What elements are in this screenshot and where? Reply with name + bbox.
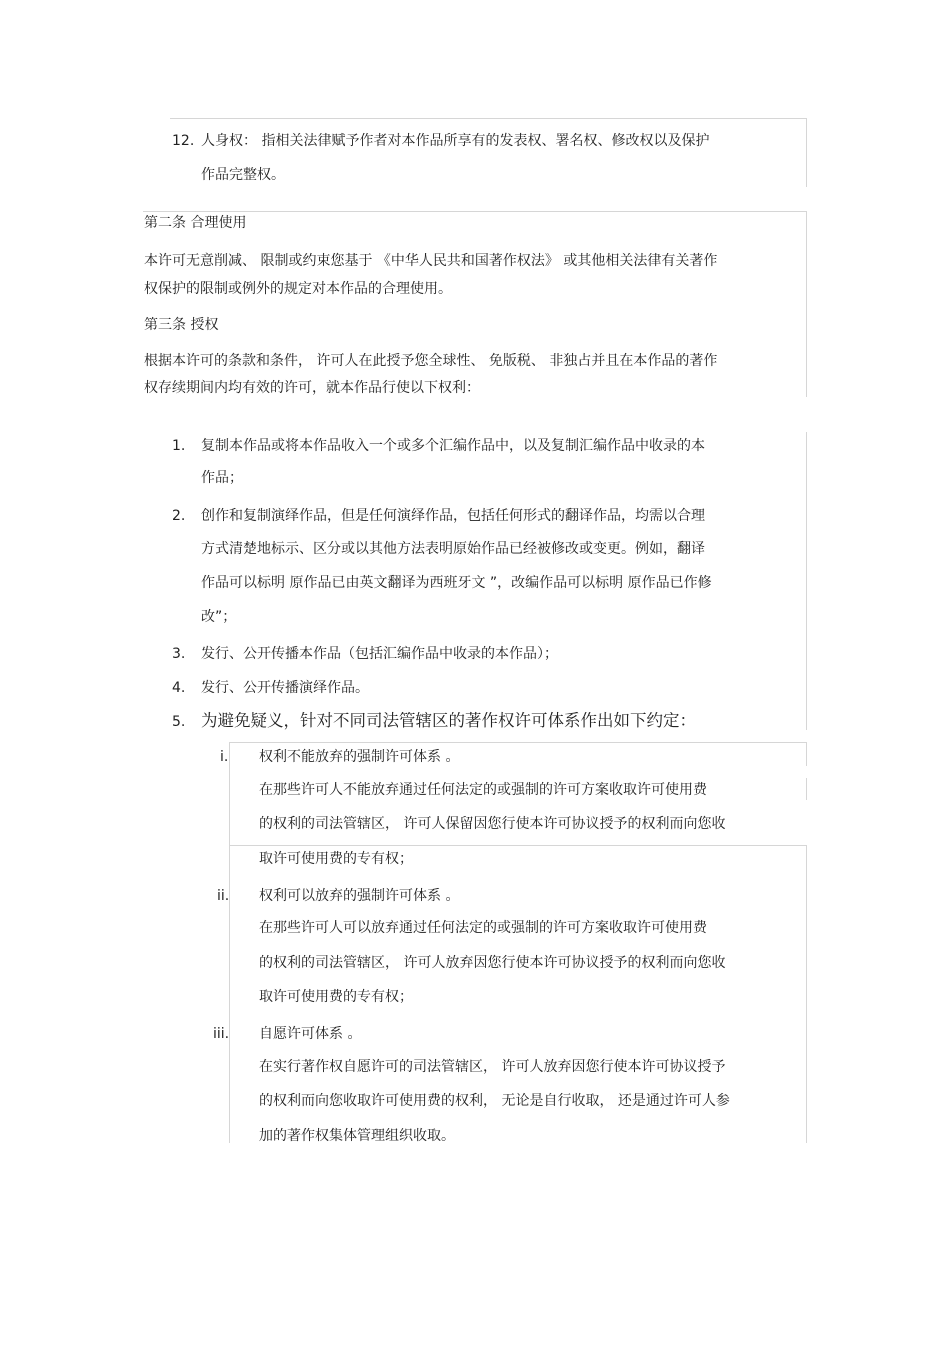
sub-item-title: 自愿许可体系 。 <box>259 1026 362 1042</box>
rule <box>806 778 807 800</box>
article-heading: 第三条 授权 <box>144 317 219 333</box>
paragraph-line: 权保护的限制或例外的规定对本作品的合理使用。 <box>144 281 452 297</box>
sub-item-line: 的权利而向您收取许可使用费的权利， 无论是自行收取， 还是通过许可人参 <box>259 1093 730 1109</box>
rule <box>170 118 807 119</box>
paragraph-line: 权存续期间内均有效的许可，就本作品行使以下权利： <box>144 380 480 396</box>
item-number: 12. <box>172 133 195 149</box>
list-item-line: 作品； <box>201 470 243 486</box>
list-item-line: 发行、公开传播本作品（包括汇编作品中收录的本作品）； <box>201 646 558 662</box>
paragraph-line: 本许可无意削减、 限制或约束您基于 《中华人民共和国著作权法》 或其他相关法律有关著作 <box>144 253 718 269</box>
section-12-line: 人身权： 指相关法律赋予作者对本作品所享有的发表权、署名权、修改权以及保护 <box>201 133 710 149</box>
list-item-line: 创作和复制演绎作品，但是任何演绎作品，包括任何形式的翻译作品，均需以合理 <box>201 508 705 524</box>
rule <box>229 742 807 743</box>
list-item-line: 复制本作品或将本作品收入一个或多个汇编作品中，以及复制汇编作品中收录的本 <box>201 438 705 454</box>
sub-item-line: 加的著作权集体管理组织收取。 <box>259 1128 455 1144</box>
list-item-line: 发行、公开传播演绎作品。 <box>201 680 369 696</box>
paragraph-line: 根据本许可的条款和条件， 许可人在此授予您全球性、 免版税、 非独占并且在本作品的著作 <box>144 353 718 369</box>
sub-item-line: 取许可使用费的专有权； <box>259 851 413 867</box>
sub-item-line: 的权利的司法管辖区， 许可人保留因您行使本许可协议授予的权利而向您收 <box>259 816 726 832</box>
rule <box>806 211 807 397</box>
sub-item-line: 取许可使用费的专有权； <box>259 989 413 1005</box>
list-item-line: 方式清楚地标示、区分或以其他方法表明原始作品已经被修改或变更。例如，翻译 <box>201 541 705 557</box>
list-item-line: 为避免疑义，针对不同司法管辖区的著作权许可体系作出如下约定： <box>201 711 696 730</box>
item-number: 3. <box>172 646 186 662</box>
article-heading: 第二条 合理使用 <box>144 215 247 231</box>
item-number: 5. <box>172 714 186 730</box>
sub-item-line: 的权利的司法管辖区， 许可人放弃因您行使本许可协议授予的权利而向您收 <box>259 955 726 971</box>
rule <box>806 432 807 730</box>
list-item-line: 改”； <box>201 609 237 625</box>
sub-item-number: ii. <box>217 888 230 904</box>
item-number: 2. <box>172 508 186 524</box>
rule <box>806 742 807 766</box>
list-item-line: 作品可以标明 原作品已由英文翻译为西班牙文 ”，改编作品可以标明 原作品已作修 <box>201 575 712 591</box>
sub-item-line: 在那些许可人可以放弃通过任何法定的或强制的许可方案收取许可使用费 <box>259 920 707 936</box>
sub-item-number: iii. <box>213 1026 230 1042</box>
item-number: 4. <box>172 680 186 696</box>
rule <box>143 211 807 212</box>
item-number: 1. <box>172 438 186 454</box>
sub-item-title: 权利可以放弃的强制许可体系 。 <box>259 888 460 904</box>
rule <box>229 742 230 1143</box>
sub-item-title: 权利不能放弃的强制许可体系 。 <box>259 749 460 765</box>
section-12-line: 作品完整权。 <box>201 167 285 183</box>
rule <box>229 845 807 846</box>
rule <box>806 845 807 1143</box>
sub-item-number: i. <box>220 749 229 765</box>
sub-item-line: 在那些许可人不能放弃通过任何法定的或强制的许可方案收取许可使用费 <box>259 782 707 798</box>
sub-item-line: 在实行著作权自愿许可的司法管辖区， 许可人放弃因您行使本许可协议授予 <box>259 1059 726 1075</box>
rule <box>806 118 807 187</box>
